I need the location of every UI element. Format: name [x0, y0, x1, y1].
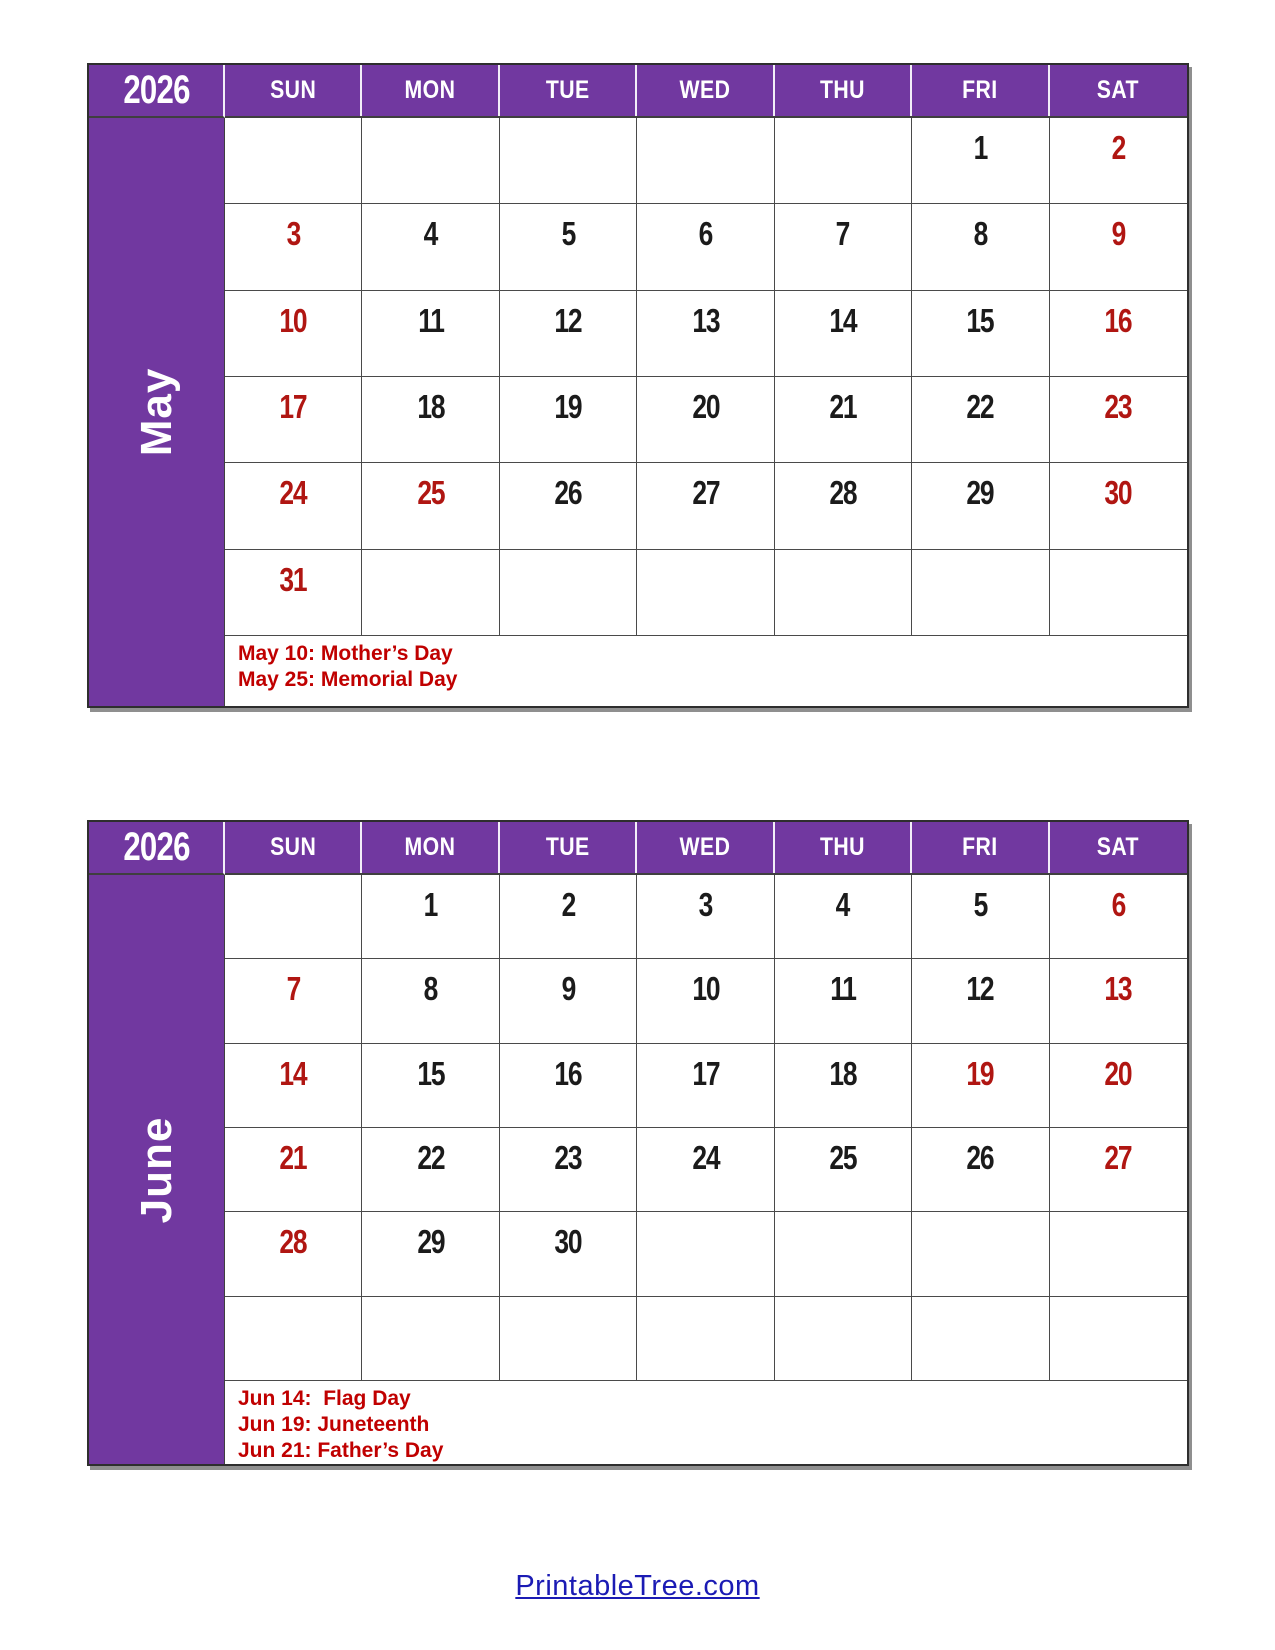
- date-cell-june-11: [775, 959, 912, 1043]
- date-number: 6: [1111, 886, 1126, 923]
- date-cell-may-5: [500, 204, 637, 290]
- date-cell-june-15: [362, 1044, 499, 1128]
- month-sidebar: [89, 65, 225, 706]
- date-cell-june-22: [362, 1128, 499, 1212]
- date-number: 9: [1111, 215, 1126, 253]
- date-number: 17: [279, 388, 307, 425]
- date-number: 11: [417, 301, 444, 339]
- date-cell-june-5: [912, 875, 1049, 959]
- date-cell-may-24: [225, 463, 362, 549]
- date-number: 16: [554, 1054, 582, 1092]
- weekday-header-sun: [225, 822, 362, 873]
- date-cell-june-16: [500, 1044, 637, 1128]
- date-cell-june-18: [775, 1044, 912, 1128]
- date-cell-empty: [775, 1212, 912, 1296]
- month-label: May: [131, 367, 181, 457]
- date-number: 20: [691, 388, 719, 425]
- date-cell-june-7: [225, 959, 362, 1043]
- weekday-header-thu: [775, 822, 912, 873]
- date-number: 7: [286, 970, 300, 1008]
- date-grid: [225, 118, 1187, 636]
- holiday-note: May 10: Mother’s Day: [238, 642, 453, 665]
- date-number: 5: [973, 886, 988, 923]
- weekday-label: THU: [819, 833, 865, 861]
- weekday-label: FRI: [962, 833, 998, 861]
- date-number: 28: [829, 474, 857, 512]
- date-cell-may-10: [225, 291, 362, 377]
- date-cell-june-21: [225, 1128, 362, 1212]
- date-number: 28: [279, 1223, 307, 1261]
- date-number: 3: [286, 215, 300, 253]
- date-number: 25: [829, 1139, 857, 1176]
- weekday-header-sat: [1050, 65, 1187, 116]
- weekday-header-thu: [775, 65, 912, 116]
- date-cell-may-19: [500, 377, 637, 463]
- footer: [0, 1570, 1275, 1603]
- weekday-label: MON: [404, 76, 456, 104]
- date-number: 19: [554, 388, 582, 425]
- month-area: [89, 875, 225, 1464]
- calendar-may: [87, 63, 1189, 708]
- date-cell-empty: [1050, 1212, 1187, 1296]
- calendar-june: [87, 820, 1189, 1466]
- year-cell: [89, 65, 225, 118]
- date-cell-june-1: [362, 875, 499, 959]
- date-number: 12: [554, 301, 582, 339]
- date-grid: [225, 875, 1187, 1381]
- date-number: 2: [1111, 129, 1126, 166]
- date-cell-empty: [1050, 1297, 1187, 1381]
- date-cell-empty: [1050, 550, 1187, 636]
- date-cell-empty: [775, 1297, 912, 1381]
- printabletree-link[interactable]: PrintableTree.com: [515, 1570, 760, 1602]
- date-cell-may-28: [775, 463, 912, 549]
- date-number: 16: [1104, 301, 1132, 339]
- weekday-label: SAT: [1097, 76, 1140, 104]
- holiday-note: Jun 19: Juneteenth: [238, 1413, 430, 1436]
- holiday-note: Jun 14: Flag Day: [238, 1387, 411, 1410]
- date-number: 1: [423, 886, 438, 923]
- date-cell-empty: [637, 118, 774, 204]
- date-cell-may-29: [912, 463, 1049, 549]
- date-cell-empty: [775, 118, 912, 204]
- date-cell-empty: [362, 550, 499, 636]
- weekday-label: MON: [404, 833, 456, 861]
- date-cell-empty: [637, 550, 774, 636]
- date-number: 9: [561, 970, 575, 1008]
- weekday-header-mon: [362, 65, 499, 116]
- date-number: 31: [279, 560, 307, 598]
- date-cell-june-23: [500, 1128, 637, 1212]
- date-number: 23: [554, 1139, 582, 1176]
- date-number: 29: [417, 1223, 445, 1261]
- date-cell-june-3: [637, 875, 774, 959]
- date-number: 6: [698, 215, 713, 253]
- date-number: 15: [417, 1054, 445, 1092]
- date-number: 21: [829, 388, 857, 425]
- date-cell-may-8: [912, 204, 1049, 290]
- date-cell-june-26: [912, 1128, 1049, 1212]
- date-number: 13: [691, 301, 719, 339]
- date-number: 23: [1104, 388, 1132, 425]
- date-cell-may-3: [225, 204, 362, 290]
- weekday-header-sun: [225, 65, 362, 116]
- date-cell-june-25: [775, 1128, 912, 1212]
- date-cell-may-2: [1050, 118, 1187, 204]
- date-number: 18: [829, 1054, 857, 1092]
- date-number: 12: [966, 970, 994, 1008]
- date-cell-june-29: [362, 1212, 499, 1296]
- date-cell-empty: [225, 1297, 362, 1381]
- date-cell-may-31: [225, 550, 362, 636]
- date-number: 2: [561, 886, 575, 923]
- date-cell-june-12: [912, 959, 1049, 1043]
- weekday-header-tue: [500, 65, 637, 116]
- date-cell-may-13: [637, 291, 774, 377]
- weekday-header-sat: [1050, 822, 1187, 873]
- holiday-note: May 25: Memorial Day: [238, 668, 458, 691]
- holiday-note: Jun 21: Father’s Day: [238, 1439, 444, 1462]
- date-cell-june-14: [225, 1044, 362, 1128]
- date-cell-june-19: [912, 1044, 1049, 1128]
- date-number: 13: [1104, 970, 1132, 1008]
- date-cell-june-8: [362, 959, 499, 1043]
- date-number: 18: [417, 388, 445, 425]
- date-cell-empty: [637, 1212, 774, 1296]
- date-number: 15: [966, 301, 994, 339]
- date-number: 10: [279, 301, 307, 339]
- date-cell-empty: [225, 875, 362, 959]
- date-number: 24: [691, 1139, 719, 1176]
- month-label: June: [131, 1116, 181, 1223]
- date-cell-june-24: [637, 1128, 774, 1212]
- date-number: 22: [966, 388, 994, 425]
- weekday-header-tue: [500, 822, 637, 873]
- date-cell-may-26: [500, 463, 637, 549]
- weekday-header-row: [225, 65, 1187, 118]
- month-area: [89, 118, 225, 706]
- date-cell-june-4: [775, 875, 912, 959]
- date-cell-june-6: [1050, 875, 1187, 959]
- date-number: 4: [423, 215, 438, 253]
- weekday-header-row: [225, 822, 1187, 875]
- date-number: 8: [423, 970, 438, 1008]
- date-cell-may-4: [362, 204, 499, 290]
- date-cell-may-15: [912, 291, 1049, 377]
- weekday-header-wed: [637, 822, 774, 873]
- date-number: 4: [836, 886, 850, 923]
- date-cell-may-17: [225, 377, 362, 463]
- weekday-label: FRI: [962, 76, 998, 104]
- date-cell-may-12: [500, 291, 637, 377]
- weekday-header-mon: [362, 822, 499, 873]
- date-cell-empty: [912, 1297, 1049, 1381]
- date-cell-june-28: [225, 1212, 362, 1296]
- date-number: 21: [279, 1139, 307, 1176]
- date-number: 17: [691, 1054, 719, 1092]
- date-number: 29: [966, 474, 994, 512]
- date-cell-empty: [500, 1297, 637, 1381]
- date-cell-may-23: [1050, 377, 1187, 463]
- date-cell-may-25: [362, 463, 499, 549]
- date-cell-empty: [362, 1297, 499, 1381]
- date-number: 26: [554, 474, 582, 512]
- date-number: 25: [417, 474, 445, 512]
- date-number: 1: [973, 129, 988, 166]
- date-cell-empty: [637, 1297, 774, 1381]
- month-sidebar: [89, 822, 225, 1464]
- date-number: 22: [417, 1139, 445, 1176]
- date-cell-may-11: [362, 291, 499, 377]
- date-cell-may-7: [775, 204, 912, 290]
- date-number: 11: [830, 970, 856, 1008]
- date-number: 27: [691, 474, 719, 512]
- date-number: 30: [1104, 474, 1132, 512]
- date-cell-empty: [500, 118, 637, 204]
- date-cell-june-10: [637, 959, 774, 1043]
- date-cell-june-2: [500, 875, 637, 959]
- weekday-label: WED: [679, 833, 731, 861]
- date-cell-june-13: [1050, 959, 1187, 1043]
- weekday-label: SUN: [269, 76, 316, 104]
- year-label: 2026: [122, 825, 190, 869]
- weekday-label: SUN: [269, 833, 316, 861]
- date-cell-may-16: [1050, 291, 1187, 377]
- date-cell-june-27: [1050, 1128, 1187, 1212]
- date-cell-june-20: [1050, 1044, 1187, 1128]
- year-cell: [89, 822, 225, 875]
- weekday-label: SAT: [1097, 833, 1140, 861]
- date-cell-may-30: [1050, 463, 1187, 549]
- date-cell-may-22: [912, 377, 1049, 463]
- weekday-label: TUE: [545, 833, 590, 861]
- weekday-label: THU: [819, 76, 865, 104]
- date-cell-empty: [225, 118, 362, 204]
- date-cell-may-21: [775, 377, 912, 463]
- date-cell-june-9: [500, 959, 637, 1043]
- date-number: 5: [561, 215, 575, 253]
- year-label: 2026: [122, 68, 190, 112]
- date-number: 24: [279, 474, 307, 512]
- date-cell-empty: [500, 550, 637, 636]
- date-cell-may-27: [637, 463, 774, 549]
- weekday-header-wed: [637, 65, 774, 116]
- date-number: 14: [829, 301, 857, 339]
- weekday-label: TUE: [545, 76, 590, 104]
- holiday-notes: [225, 636, 1187, 706]
- date-number: 3: [698, 886, 713, 923]
- date-cell-empty: [362, 118, 499, 204]
- holiday-notes: [225, 1381, 1187, 1464]
- date-cell-june-30: [500, 1212, 637, 1296]
- date-number: 19: [966, 1054, 994, 1092]
- date-cell-may-6: [637, 204, 774, 290]
- date-cell-may-1: [912, 118, 1049, 204]
- date-number: 20: [1104, 1054, 1132, 1092]
- calendar-main: [225, 822, 1187, 1464]
- date-cell-empty: [775, 550, 912, 636]
- weekday-label: WED: [679, 76, 731, 104]
- date-cell-may-9: [1050, 204, 1187, 290]
- date-cell-may-14: [775, 291, 912, 377]
- calendar-main: [225, 65, 1187, 706]
- date-number: 27: [1104, 1139, 1132, 1176]
- date-cell-may-20: [637, 377, 774, 463]
- date-cell-empty: [912, 1212, 1049, 1296]
- date-number: 8: [973, 215, 988, 253]
- weekday-header-fri: [912, 822, 1049, 873]
- date-number: 7: [836, 215, 850, 253]
- date-number: 26: [966, 1139, 994, 1176]
- weekday-header-fri: [912, 65, 1049, 116]
- date-cell-empty: [912, 550, 1049, 636]
- date-number: 14: [279, 1054, 307, 1092]
- date-cell-may-18: [362, 377, 499, 463]
- date-number: 10: [691, 970, 719, 1008]
- date-cell-june-17: [637, 1044, 774, 1128]
- date-number: 30: [554, 1223, 582, 1261]
